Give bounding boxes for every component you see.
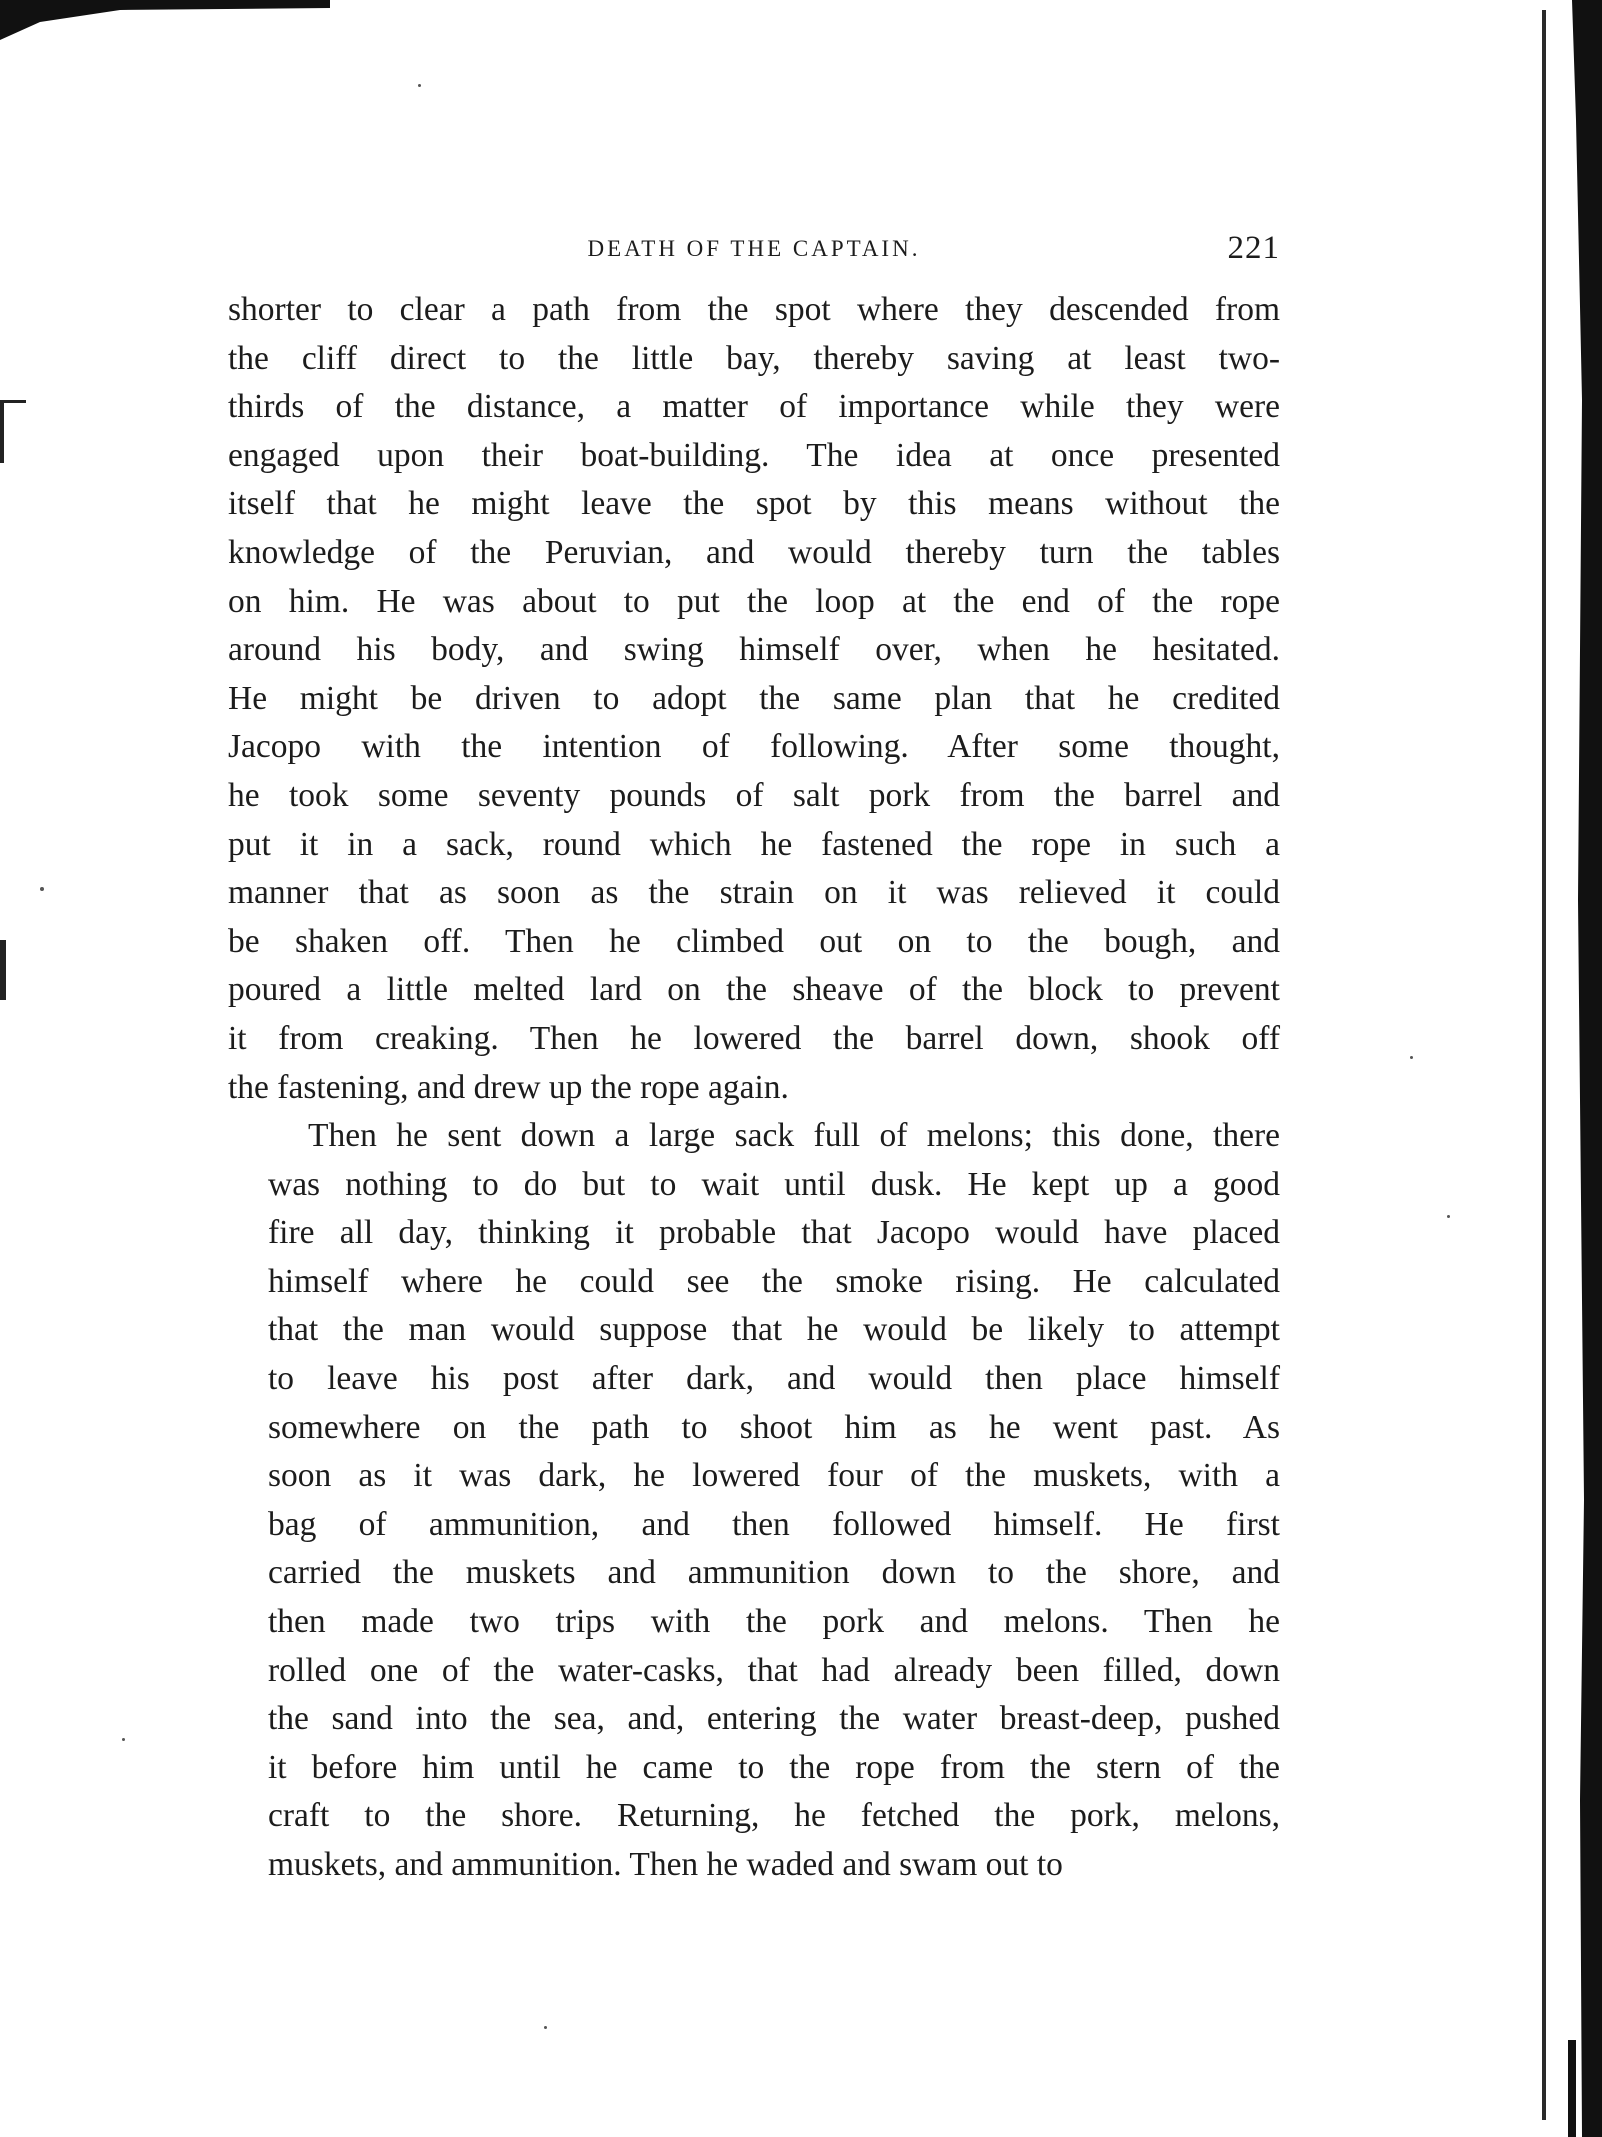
scan-speck <box>1410 1056 1413 1059</box>
scan-speck <box>40 887 44 891</box>
text-line: bag of ammunition, and then followed himself. He first <box>268 1505 1280 1543</box>
text-line: He might be driven to adopt the same plan that he credited <box>228 679 1280 717</box>
scan-speck <box>544 2026 547 2029</box>
book-page <box>228 226 1280 1890</box>
text-line: that the man would suppose that he would be likely to attempt <box>268 1311 1280 1349</box>
text-line: it from creaking. Then he lowered the barrel down, shook off <box>228 1019 1280 1057</box>
text-line: somewhere on the path to shoot him as he went past. As <box>268 1408 1280 1446</box>
text-line: muskets, and ammunition. Then he waded and swam out to <box>268 1846 1063 1883</box>
text-line: was nothing to do but to wait until dusk. He kept up a good <box>268 1165 1280 1203</box>
text-line: be shaken off. Then he climbed out on to the bough, and <box>228 922 1280 960</box>
paragraph <box>228 1112 1280 1890</box>
text-line: shorter to clear a path from the spot where they descended from <box>228 291 1280 328</box>
text-line: himself where he could see the smoke rising. He calculated <box>268 1262 1280 1300</box>
text-line: Jacopo with the intention of following. After some thought, <box>228 728 1280 766</box>
text-line: then made two trips with the pork and melons. Then he <box>268 1603 1280 1641</box>
running-title: DEATH OF THE CAPTAIN. <box>587 236 921 261</box>
page-number: 221 <box>1227 230 1280 266</box>
text-line: soon as it was dark, he lowered four of the muskets, with a <box>268 1457 1280 1495</box>
text-line: manner that as soon as the strain on it was relieved it could <box>228 874 1280 912</box>
text-line: around his body, and swing himself over, when he hesitated. <box>228 631 1280 669</box>
text-line: to leave his post after dark, and would then place himself <box>268 1360 1280 1398</box>
scan-speck <box>1447 1215 1450 1218</box>
scan-edge-top-left <box>0 0 330 56</box>
text-line: carried the muskets and ammunition down to the shore, and <box>268 1554 1280 1592</box>
body-text <box>228 286 1280 1890</box>
text-line: it before him until he came to the rope from the stern of the <box>268 1748 1280 1786</box>
scan-edge-left-mark-upper <box>0 400 26 463</box>
scan-speck <box>122 1738 125 1741</box>
text-line: Then he sent down a large sack full of melons; this done, there <box>308 1117 1280 1155</box>
text-line: thirds of the distance, a matter of importance while they were <box>228 388 1280 426</box>
running-head <box>228 226 1280 286</box>
text-line: the cliff direct to the little bay, thereby saving at least two- <box>228 339 1280 377</box>
text-line: craft to the shore. Returning, he fetched the pork, melons, <box>268 1797 1280 1835</box>
text-line: he took some seventy pounds of salt pork from the barrel and <box>228 776 1280 814</box>
text-line: rolled one of the water-casks, that had already been filled, down <box>268 1651 1280 1689</box>
text-line: on him. He was about to put the loop at the end of the rope <box>228 582 1280 620</box>
text-line: poured a little melted lard on the sheave of the block to prevent <box>228 971 1280 1009</box>
text-line: the fastening, and drew up the rope again. <box>228 1068 789 1106</box>
text-line: fire all day, thinking it probable that Jacopo would have placed <box>268 1214 1280 1252</box>
scan-speck <box>418 84 421 87</box>
text-line: engaged upon their boat-building. The idea at once presented <box>228 436 1280 474</box>
text-line: knowledge of the Peruvian, and would thereby turn the tables <box>228 533 1280 571</box>
scan-edge-left-mark-lower <box>0 940 36 1000</box>
text-line: the sand into the sea, and, entering the water breast-deep, pushed <box>268 1700 1280 1738</box>
paragraph <box>228 286 1280 1112</box>
text-line: put it in a sack, round which he fastened the rope in such a <box>228 825 1280 863</box>
text-line: itself that he might leave the spot by this means without the <box>228 485 1280 523</box>
scan-edge-right <box>1542 0 1602 2137</box>
